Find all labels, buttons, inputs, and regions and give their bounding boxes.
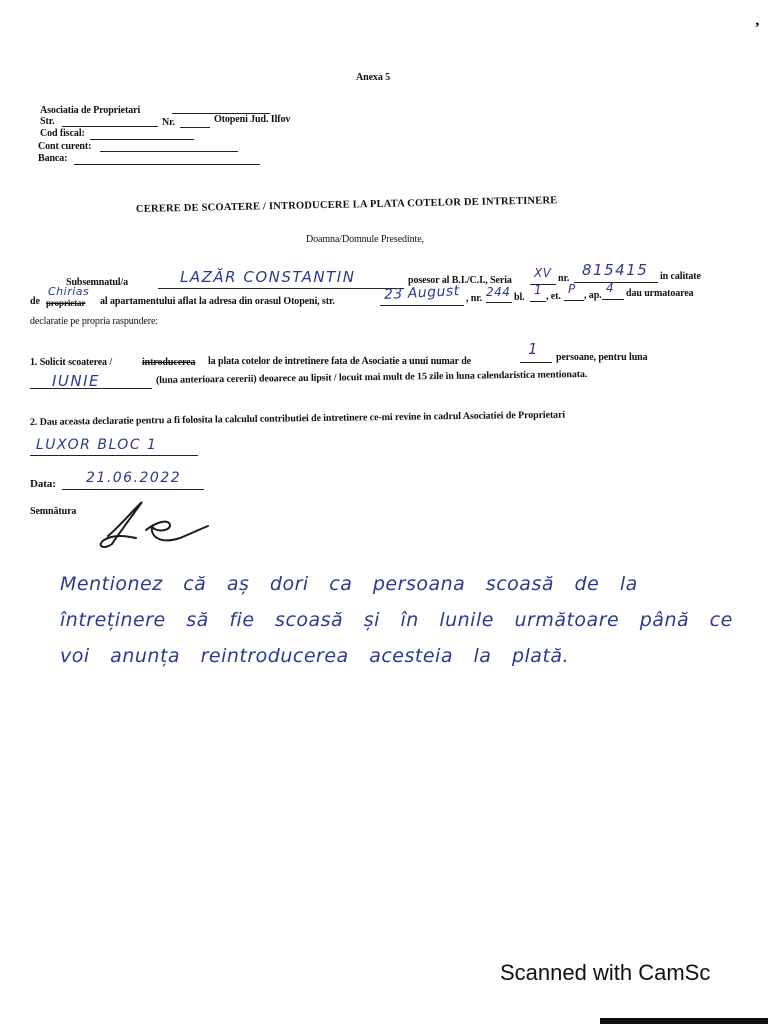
- handwritten-id-number: 815415: [582, 261, 649, 279]
- account-label: Cont curent:: [38, 141, 92, 152]
- item1-mid: la plata cotelor de intretinere fata de Asociatie a unui numar de: [208, 356, 472, 367]
- floor-line: [564, 300, 584, 301]
- scanner-watermark: Scanned with CamSc: [500, 960, 711, 985]
- street-line: [62, 126, 158, 127]
- posesor-label: posesor al B.I./C.I., Seria: [408, 275, 512, 286]
- street-label: Str.: [40, 116, 55, 127]
- handwritten-persons: 1: [528, 340, 540, 358]
- id-number-label: nr.: [558, 273, 570, 284]
- block-label: bl.: [514, 292, 525, 303]
- signature-label: Semnătura: [30, 506, 77, 517]
- handwritten-note: Mentionez că aș dori ca persoana scoasă de la întreținere să fie scoasă și în lunile următoare până ce voi anunța reintroducerea acesteia la plată.: [60, 573, 733, 667]
- street-no-label: , nr.: [466, 293, 483, 304]
- bank-line: [74, 164, 260, 165]
- item1-start: 1. Solicit scoaterea /: [30, 357, 113, 368]
- address-text: al apartamentului aflat la adresa din orasul Otopeni, str.: [100, 296, 335, 307]
- handwritten-street: 23 August: [383, 283, 461, 303]
- declaration-intro: dau urmatoarea: [626, 288, 694, 299]
- edge-mark: ‚: [754, 12, 760, 29]
- date-line: [62, 489, 204, 490]
- handwritten-date: 21.06.2022: [86, 470, 182, 486]
- persons-line: [520, 362, 552, 363]
- signature-image: [90, 496, 220, 552]
- handwritten-id-series: XV: [534, 266, 552, 280]
- handwritten-month: IUNIE: [52, 372, 101, 390]
- form-title: CERERE DE SCOATERE / INTRODUCERE LA PLATA COTELOR DE INTRETINERE: [135, 195, 558, 215]
- street-no-line: [486, 302, 512, 303]
- handwritten-apartment: 4: [606, 281, 615, 295]
- calitate-label: in calitate: [660, 271, 701, 282]
- id-number-line: [574, 282, 658, 283]
- handwritten-floor: P: [568, 282, 576, 296]
- handwritten-street-no: 244: [486, 285, 511, 299]
- footer-bar: [600, 1018, 768, 1024]
- handwritten-association-name: LUXOR BLOC 1: [36, 437, 158, 453]
- date-label: Data:: [30, 478, 56, 490]
- proprietar-struck: proprietar: [46, 298, 86, 308]
- association-name-line: [30, 455, 198, 456]
- account-line: [100, 151, 238, 152]
- city-label: Otopeni Jud. Ilfov: [214, 114, 291, 125]
- floor-label: , et.: [546, 291, 561, 302]
- apartment-label: , ap.: [584, 290, 602, 301]
- item1-struck: introducerea: [142, 357, 196, 368]
- number-label: Nr.: [162, 117, 175, 128]
- annex-label: Anexa 5: [356, 72, 391, 83]
- street-value-line: [380, 305, 464, 306]
- item2-text: 2. Dau aceasta declaratie pentru a fi folosita la calculul contributiei de intretinere ce-mi revine in cadrul Asociatiei de Proprietari: [29, 409, 566, 428]
- handwritten-name: LAZĂR CONSTANTIN: [180, 268, 356, 286]
- handwritten-role: Chirias: [48, 285, 90, 298]
- fiscal-code-line: [90, 139, 194, 140]
- association-label: Asociatia de Proprietari: [40, 105, 141, 116]
- block-line: [530, 301, 546, 302]
- number-line: [180, 127, 210, 128]
- bank-label: Banca:: [38, 153, 68, 164]
- apartment-line: [602, 299, 624, 300]
- item1-end: (luna anterioara cererii) deoarece au lipsit / locuit mai mult de 15 zile in luna calendaristica mentionata.: [155, 368, 588, 386]
- subsemnatul-label: Subsemnatul/a: [66, 277, 129, 288]
- fiscal-code-label: Cod fiscal:: [40, 128, 85, 139]
- name-line: [158, 288, 404, 289]
- handwritten-block: 1: [534, 283, 543, 297]
- de-label: de: [30, 296, 40, 307]
- item1-persons-label: persoane, pentru luna: [556, 352, 648, 363]
- declaration-line: declaratie pe propria raspundere:: [30, 316, 159, 327]
- salutation: Doamna/Domnule Presedinte,: [306, 234, 424, 245]
